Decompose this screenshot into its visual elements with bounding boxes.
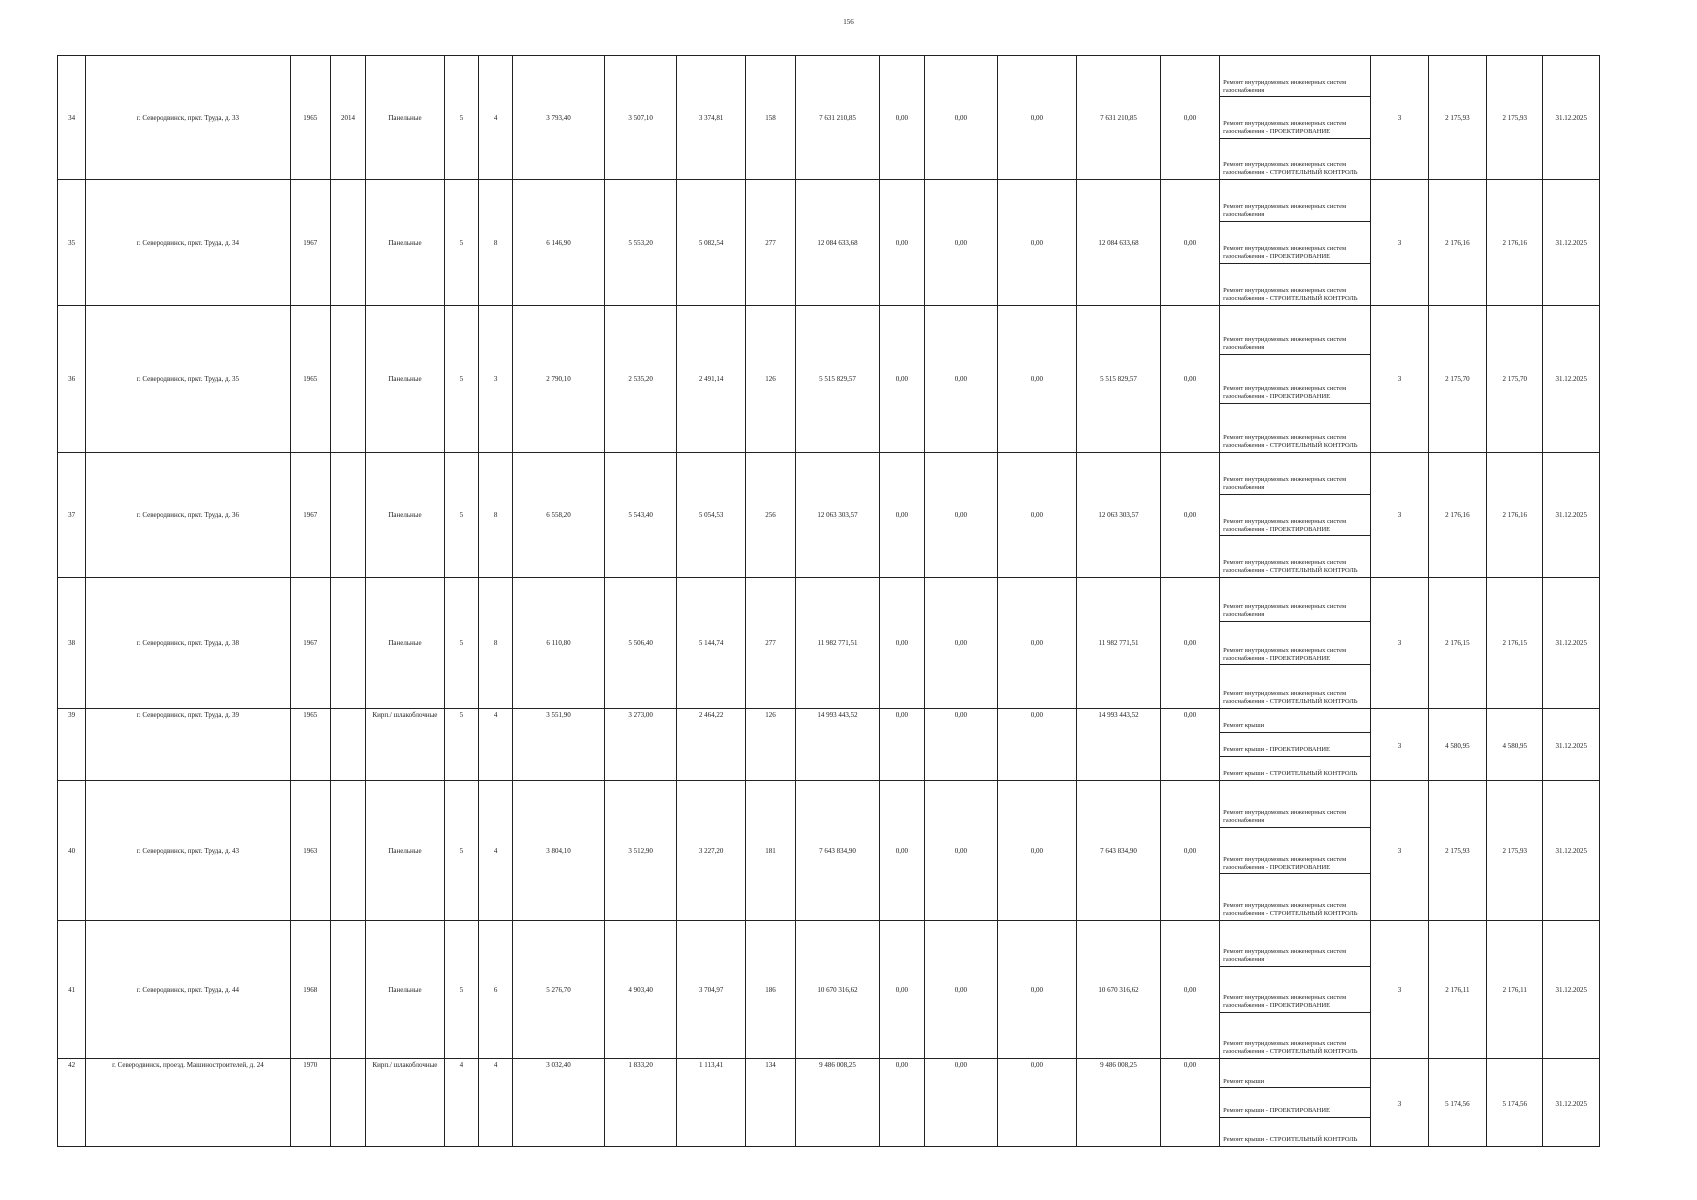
year-built-cell: 1965 — [290, 56, 330, 180]
work-type-item — [1220, 578, 1370, 622]
year-repair-cell — [330, 1059, 365, 1147]
work-type-label: Ремонт внутридомовых инженерных систем газоснабжения — [1223, 809, 1347, 824]
fund-1-cell: 0,00 — [879, 709, 924, 781]
work-type-item — [1220, 97, 1370, 138]
wall-material-cell: Панельные — [366, 781, 445, 921]
area-premises-cell: 3 507,10 — [604, 56, 677, 180]
row-number-cell: 35 — [58, 180, 86, 306]
fund-1-cell: 0,00 — [879, 1059, 924, 1147]
work-type-label: Ремонт внутридомовых инженерных систем газоснабжения - ПРОЕКТИРОВАНИЕ — [1223, 245, 1347, 261]
work-count-cell: 3 — [1371, 781, 1428, 921]
work-type-label: Ремонт внутридомовых инженерных систем газоснабжения - ПРОЕКТИРОВАНИЕ — [1223, 517, 1347, 533]
unit-cost-cell: 2 175,93 — [1428, 781, 1486, 921]
work-type-item — [1220, 536, 1370, 577]
fund-4-cell: 0,00 — [1160, 453, 1219, 578]
work-count-cell: 3 — [1371, 306, 1428, 453]
completion-date-cell: 31.12.2025 — [1543, 921, 1600, 1059]
area-living-cell: 2 491,14 — [677, 306, 745, 453]
work-types-cell — [1220, 1059, 1371, 1147]
area-total-cell: 3 551,90 — [513, 709, 605, 781]
floors-cell: 4 — [444, 1059, 478, 1147]
cost-owners-cell: 12 063 303,57 — [1077, 453, 1161, 578]
work-count-cell: 3 — [1371, 578, 1428, 709]
fund-4-cell: 0,00 — [1160, 709, 1219, 781]
fund-4-cell: 0,00 — [1160, 180, 1219, 306]
fund-4-cell: 0,00 — [1160, 781, 1219, 921]
table-row — [58, 709, 1600, 781]
work-type-item — [1220, 139, 1370, 179]
completion-date-cell: 31.12.2025 — [1543, 578, 1600, 709]
repair-program-table — [57, 55, 1600, 1147]
floors-cell: 5 — [444, 921, 478, 1059]
work-type-item — [1220, 180, 1370, 222]
work-type-label: Ремонт крыши - ПРОЕКТИРОВАНИЕ — [1223, 1106, 1330, 1114]
work-type-item — [1220, 622, 1370, 666]
work-count-cell: 3 — [1371, 180, 1428, 306]
cost-owners-cell: 10 670 316,62 — [1077, 921, 1161, 1059]
unit-cost-cell: 2 176,15 — [1428, 578, 1486, 709]
work-count-cell: 3 — [1371, 453, 1428, 578]
fund-3-cell: 0,00 — [997, 709, 1077, 781]
work-type-label: Ремонт внутридомовых инженерных систем газоснабжения - СТРОИТЕЛЬНЫЙ КОНТРОЛЬ — [1223, 287, 1358, 303]
residents-cell: 277 — [745, 578, 795, 709]
year-repair-cell — [330, 709, 365, 781]
cost-total-cell: 7 631 210,85 — [796, 56, 880, 180]
work-type-item — [1220, 1088, 1370, 1117]
work-type-label: Ремонт внутридомовых инженерных систем газоснабжения - ПРОЕКТИРОВАНИЕ — [1223, 646, 1347, 662]
work-type-item — [1220, 264, 1370, 305]
area-living-cell: 3 227,20 — [677, 781, 745, 921]
max-unit-cost-cell: 4 580,95 — [1487, 709, 1543, 781]
work-type-item — [1220, 1013, 1370, 1058]
residents-cell: 256 — [745, 453, 795, 578]
fund-3-cell: 0,00 — [997, 921, 1077, 1059]
year-built-cell: 1970 — [290, 1059, 330, 1147]
floors-cell: 5 — [444, 578, 478, 709]
work-type-label: Ремонт внутридомовых инженерных систем газоснабжения - ПРОЕКТИРОВАНИЕ — [1223, 855, 1347, 871]
fund-1-cell: 0,00 — [879, 578, 924, 709]
entrances-cell: 4 — [478, 1059, 512, 1147]
area-living-cell: 1 113,41 — [677, 1059, 745, 1147]
address-cell: г. Северодвинск, пркт. Труда, д. 33 — [86, 56, 290, 180]
area-total-cell: 3 793,40 — [513, 56, 605, 180]
fund-2-cell: 0,00 — [925, 709, 998, 781]
area-total-cell: 5 276,70 — [513, 921, 605, 1059]
completion-date-cell: 31.12.2025 — [1543, 781, 1600, 921]
wall-material-cell: Панельные — [366, 306, 445, 453]
area-total-cell: 6 558,20 — [513, 453, 605, 578]
work-type-item — [1220, 757, 1370, 780]
work-type-label: Ремонт крыши - СТРОИТЕЛЬНЫЙ КОНТРОЛЬ — [1223, 770, 1358, 778]
work-types-cell — [1220, 180, 1371, 306]
work-type-label: Ремонт внутридомовых инженерных систем газоснабжения — [1223, 78, 1347, 94]
address-cell: г. Северодвинск, пркт. Труда, д. 44 — [86, 921, 290, 1059]
work-type-label: Ремонт внутридомовых инженерных систем газоснабжения - СТРОИТЕЛЬНЫЙ КОНТРОЛЬ — [1223, 161, 1358, 177]
year-built-cell: 1965 — [290, 306, 330, 453]
wall-material-cell: Кирп./ шлакоблочные — [366, 709, 445, 781]
fund-4-cell: 0,00 — [1160, 56, 1219, 180]
wall-material-cell: Панельные — [366, 921, 445, 1059]
completion-date-cell: 31.12.2025 — [1543, 1059, 1600, 1147]
work-types-cell — [1220, 453, 1371, 578]
work-types-cell — [1220, 781, 1371, 921]
max-unit-cost-cell: 2 175,70 — [1487, 306, 1543, 453]
floors-cell: 5 — [444, 306, 478, 453]
year-built-cell: 1967 — [290, 453, 330, 578]
year-repair-cell — [330, 306, 365, 453]
work-type-item — [1220, 781, 1370, 828]
max-unit-cost-cell: 2 176,16 — [1487, 453, 1543, 578]
entrances-cell: 8 — [478, 180, 512, 306]
cost-owners-cell: 5 515 829,57 — [1077, 306, 1161, 453]
work-types-cell — [1220, 921, 1371, 1059]
area-living-cell: 5 054,53 — [677, 453, 745, 578]
work-type-label: Ремонт внутридомовых инженерных систем газоснабжения - ПРОЕКТИРОВАНИЕ — [1223, 385, 1347, 401]
work-types-cell — [1220, 306, 1371, 453]
wall-material-cell: Панельные — [366, 180, 445, 306]
area-total-cell: 3 804,10 — [513, 781, 605, 921]
row-number-cell: 34 — [58, 56, 86, 180]
floors-cell: 5 — [444, 709, 478, 781]
row-number-cell: 37 — [58, 453, 86, 578]
fund-2-cell: 0,00 — [925, 306, 998, 453]
address-cell: г. Северодвинск, пркт. Труда, д. 39 — [86, 709, 290, 781]
year-repair-cell: 2014 — [330, 56, 365, 180]
work-type-item — [1220, 453, 1370, 495]
unit-cost-cell: 2 175,93 — [1428, 56, 1486, 180]
floors-cell: 5 — [444, 56, 478, 180]
fund-2-cell: 0,00 — [925, 921, 998, 1059]
max-unit-cost-cell: 2 175,93 — [1487, 781, 1543, 921]
entrances-cell: 3 — [478, 306, 512, 453]
work-type-item — [1220, 56, 1370, 97]
table-row — [58, 921, 1600, 1059]
cost-owners-cell: 12 084 633,68 — [1077, 180, 1161, 306]
table-row — [58, 1059, 1600, 1147]
fund-2-cell: 0,00 — [925, 180, 998, 306]
work-type-item — [1220, 828, 1370, 875]
cost-owners-cell: 9 486 008,25 — [1077, 1059, 1161, 1147]
area-total-cell: 6 110,80 — [513, 578, 605, 709]
table-row — [58, 781, 1600, 921]
work-type-label: Ремонт внутридомовых инженерных систем газоснабжения - СТРОИТЕЛЬНЫЙ КОНТРОЛЬ — [1223, 690, 1358, 706]
cost-total-cell: 10 670 316,62 — [796, 921, 880, 1059]
fund-4-cell: 0,00 — [1160, 921, 1219, 1059]
fund-3-cell: 0,00 — [997, 306, 1077, 453]
unit-cost-cell: 2 176,11 — [1428, 921, 1486, 1059]
area-premises-cell: 2 535,20 — [604, 306, 677, 453]
work-types-cell — [1220, 56, 1371, 180]
row-number-cell: 41 — [58, 921, 86, 1059]
address-cell: г. Северодвинск, пркт. Труда, д. 43 — [86, 781, 290, 921]
cost-total-cell: 11 982 771,51 — [796, 578, 880, 709]
work-type-label: Ремонт внутридомовых инженерных систем газоснабжения — [1223, 603, 1347, 618]
area-living-cell: 5 144,74 — [677, 578, 745, 709]
year-repair-cell — [330, 781, 365, 921]
work-type-item — [1220, 709, 1370, 733]
cost-owners-cell: 7 631 210,85 — [1077, 56, 1161, 180]
work-type-item — [1220, 495, 1370, 537]
fund-4-cell: 0,00 — [1160, 306, 1219, 453]
area-premises-cell: 5 543,40 — [604, 453, 677, 578]
cost-owners-cell: 14 993 443,52 — [1077, 709, 1161, 781]
unit-cost-cell: 2 176,16 — [1428, 453, 1486, 578]
area-premises-cell: 5 553,20 — [604, 180, 677, 306]
completion-date-cell: 31.12.2025 — [1543, 56, 1600, 180]
area-total-cell: 2 790,10 — [513, 306, 605, 453]
fund-1-cell: 0,00 — [879, 453, 924, 578]
area-living-cell: 2 464,22 — [677, 709, 745, 781]
work-types-cell — [1220, 709, 1371, 781]
work-type-item — [1220, 921, 1370, 967]
year-built-cell: 1968 — [290, 921, 330, 1059]
area-living-cell: 3 704,97 — [677, 921, 745, 1059]
cost-total-cell: 12 063 303,57 — [796, 453, 880, 578]
area-premises-cell: 1 833,20 — [604, 1059, 677, 1147]
residents-cell: 186 — [745, 921, 795, 1059]
work-type-item — [1220, 355, 1370, 404]
fund-2-cell: 0,00 — [925, 1059, 998, 1147]
fund-2-cell: 0,00 — [925, 578, 998, 709]
cost-total-cell: 9 486 008,25 — [796, 1059, 880, 1147]
work-count-cell: 3 — [1371, 56, 1428, 180]
max-unit-cost-cell: 2 176,15 — [1487, 578, 1543, 709]
area-total-cell: 3 032,40 — [513, 1059, 605, 1147]
residents-cell: 158 — [745, 56, 795, 180]
residents-cell: 126 — [745, 709, 795, 781]
fund-3-cell: 0,00 — [997, 578, 1077, 709]
fund-3-cell: 0,00 — [997, 1059, 1077, 1147]
wall-material-cell: Панельные — [366, 453, 445, 578]
work-count-cell: 3 — [1371, 1059, 1428, 1147]
work-types-cell — [1220, 578, 1371, 709]
work-type-label: Ремонт внутридомовых инженерных систем газоснабжения — [1223, 476, 1347, 491]
unit-cost-cell: 4 580,95 — [1428, 709, 1486, 781]
fund-3-cell: 0,00 — [997, 180, 1077, 306]
area-living-cell: 3 374,81 — [677, 56, 745, 180]
fund-2-cell: 0,00 — [925, 781, 998, 921]
year-built-cell: 1965 — [290, 709, 330, 781]
table-row — [58, 180, 1600, 306]
table-row — [58, 578, 1600, 709]
wall-material-cell: Кирп./ шлакоблочные — [366, 1059, 445, 1147]
floors-cell: 5 — [444, 180, 478, 306]
address-cell: г. Северодвинск, проезд. Машиностроителей, д. 24 — [86, 1059, 290, 1147]
fund-4-cell: 0,00 — [1160, 578, 1219, 709]
work-type-label: Ремонт внутридомовых инженерных систем газоснабжения - ПРОЕКТИРОВАНИЕ — [1223, 994, 1347, 1010]
page-number: 156 — [843, 18, 854, 26]
max-unit-cost-cell: 2 175,93 — [1487, 56, 1543, 180]
area-premises-cell: 4 903,40 — [604, 921, 677, 1059]
fund-2-cell: 0,00 — [925, 56, 998, 180]
work-type-item — [1220, 404, 1370, 452]
fund-1-cell: 0,00 — [879, 56, 924, 180]
work-type-label: Ремонт внутридомовых инженерных систем газоснабжения — [1223, 948, 1347, 964]
cost-total-cell: 14 993 443,52 — [796, 709, 880, 781]
cost-owners-cell: 11 982 771,51 — [1077, 578, 1161, 709]
floors-cell: 5 — [444, 781, 478, 921]
completion-date-cell: 31.12.2025 — [1543, 180, 1600, 306]
year-repair-cell — [330, 578, 365, 709]
completion-date-cell: 31.12.2025 — [1543, 453, 1600, 578]
entrances-cell: 4 — [478, 56, 512, 180]
max-unit-cost-cell: 2 176,11 — [1487, 921, 1543, 1059]
max-unit-cost-cell: 2 176,16 — [1487, 180, 1543, 306]
area-premises-cell: 3 512,90 — [604, 781, 677, 921]
fund-4-cell: 0,00 — [1160, 1059, 1219, 1147]
row-number-cell: 38 — [58, 578, 86, 709]
work-type-label: Ремонт крыши - ПРОЕКТИРОВАНИЕ — [1223, 746, 1330, 754]
work-type-label: Ремонт внутридомовых инженерных систем газоснабжения — [1223, 336, 1347, 352]
work-type-item — [1220, 1059, 1370, 1088]
year-repair-cell — [330, 180, 365, 306]
completion-date-cell: 31.12.2025 — [1543, 306, 1600, 453]
work-type-item — [1220, 967, 1370, 1013]
row-number-cell: 39 — [58, 709, 86, 781]
work-type-label: Ремонт внутридомовых инженерных систем газоснабжения - СТРОИТЕЛЬНЫЙ КОНТРОЛЬ — [1223, 559, 1358, 575]
cost-total-cell: 5 515 829,57 — [796, 306, 880, 453]
work-count-cell: 3 — [1371, 709, 1428, 781]
area-premises-cell: 3 273,00 — [604, 709, 677, 781]
work-type-item — [1220, 222, 1370, 264]
work-type-label: Ремонт внутридомовых инженерных систем газоснабжения - ПРОЕКТИРОВАНИЕ — [1223, 120, 1347, 135]
work-type-label: Ремонт крыши - СТРОИТЕЛЬНЫЙ КОНТРОЛЬ — [1223, 1136, 1358, 1144]
unit-cost-cell: 2 176,16 — [1428, 180, 1486, 306]
work-type-label: Ремонт крыши — [1223, 1077, 1265, 1085]
entrances-cell: 8 — [478, 578, 512, 709]
residents-cell: 277 — [745, 180, 795, 306]
unit-cost-cell: 5 174,56 — [1428, 1059, 1486, 1147]
work-type-item — [1220, 1118, 1370, 1146]
residents-cell: 126 — [745, 306, 795, 453]
work-type-item — [1220, 733, 1370, 757]
work-type-item — [1220, 306, 1370, 355]
fund-1-cell: 0,00 — [879, 180, 924, 306]
table-row — [58, 56, 1600, 180]
work-type-label: Ремонт крыши — [1223, 722, 1265, 730]
cost-owners-cell: 7 643 834,90 — [1077, 781, 1161, 921]
cost-total-cell: 7 643 834,90 — [796, 781, 880, 921]
fund-3-cell: 0,00 — [997, 56, 1077, 180]
completion-date-cell: 31.12.2025 — [1543, 709, 1600, 781]
unit-cost-cell: 2 175,70 — [1428, 306, 1486, 453]
table-row — [58, 306, 1600, 453]
cost-total-cell: 12 084 633,68 — [796, 180, 880, 306]
year-repair-cell — [330, 453, 365, 578]
fund-1-cell: 0,00 — [879, 781, 924, 921]
work-type-label: Ремонт внутридомовых инженерных систем газоснабжения - СТРОИТЕЛЬНЫЙ КОНТРОЛЬ — [1223, 902, 1358, 918]
entrances-cell: 4 — [478, 709, 512, 781]
area-living-cell: 5 082,54 — [677, 180, 745, 306]
floors-cell: 5 — [444, 453, 478, 578]
entrances-cell: 8 — [478, 453, 512, 578]
area-total-cell: 6 146,90 — [513, 180, 605, 306]
fund-3-cell: 0,00 — [997, 453, 1077, 578]
residents-cell: 134 — [745, 1059, 795, 1147]
table-row — [58, 453, 1600, 578]
work-count-cell: 3 — [1371, 921, 1428, 1059]
row-number-cell: 36 — [58, 306, 86, 453]
entrances-cell: 4 — [478, 781, 512, 921]
year-built-cell: 1967 — [290, 578, 330, 709]
year-built-cell: 1963 — [290, 781, 330, 921]
fund-1-cell: 0,00 — [879, 921, 924, 1059]
wall-material-cell: Панельные — [366, 578, 445, 709]
area-premises-cell: 5 506,40 — [604, 578, 677, 709]
address-cell: г. Северодвинск, пркт. Труда, д. 34 — [86, 180, 290, 306]
year-repair-cell — [330, 921, 365, 1059]
wall-material-cell: Панельные — [366, 56, 445, 180]
fund-1-cell: 0,00 — [879, 306, 924, 453]
work-type-item — [1220, 665, 1370, 708]
address-cell: г. Северодвинск, пркт. Труда, д. 38 — [86, 578, 290, 709]
fund-2-cell: 0,00 — [925, 453, 998, 578]
entrances-cell: 6 — [478, 921, 512, 1059]
work-type-label: Ремонт внутридомовых инженерных систем газоснабжения - СТРОИТЕЛЬНЫЙ КОНТРОЛЬ — [1223, 434, 1358, 450]
work-type-label: Ремонт внутридомовых инженерных систем газоснабжения - СТРОИТЕЛЬНЫЙ КОНТРОЛЬ — [1223, 1040, 1358, 1056]
max-unit-cost-cell: 5 174,56 — [1487, 1059, 1543, 1147]
fund-3-cell: 0,00 — [997, 781, 1077, 921]
address-cell: г. Северодвинск, пркт. Труда, д. 35 — [86, 306, 290, 453]
year-built-cell: 1967 — [290, 180, 330, 306]
address-cell: г. Северодвинск, пркт. Труда, д. 36 — [86, 453, 290, 578]
residents-cell: 181 — [745, 781, 795, 921]
work-type-label: Ремонт внутридомовых инженерных систем газоснабжения — [1223, 203, 1347, 219]
row-number-cell: 42 — [58, 1059, 86, 1147]
row-number-cell: 40 — [58, 781, 86, 921]
work-type-item — [1220, 874, 1370, 920]
